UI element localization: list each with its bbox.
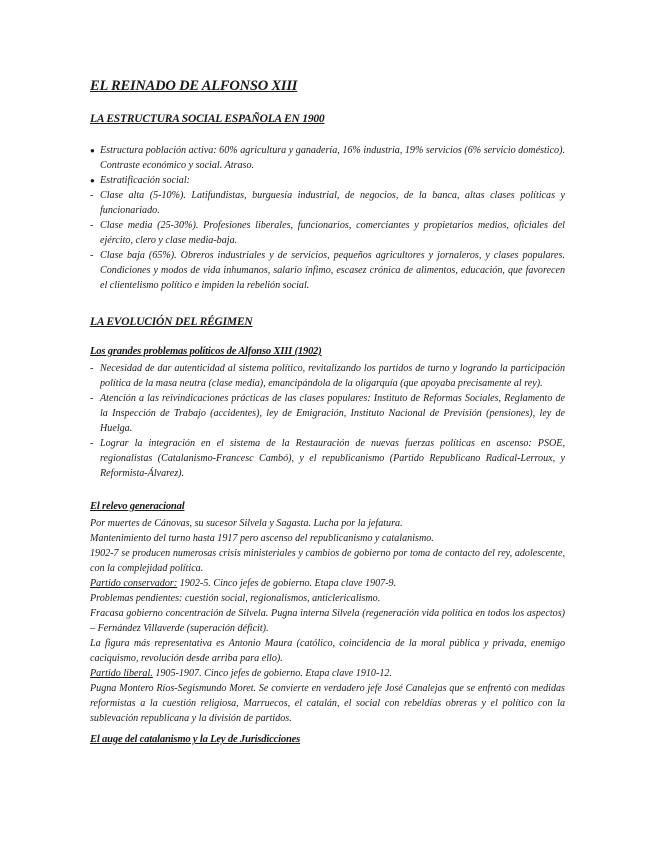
paragraph [90, 576, 565, 591]
section-heading-regime-evolution: LA EVOLUCIÓN DEL RÉGIMEN [90, 316, 253, 328]
generational-change-body [90, 516, 565, 726]
list-item [90, 248, 565, 293]
dash-marker: - [90, 250, 94, 261]
paragraph: Fracasa gobierno concentración de Silvela. Pugna interna Silvela (regeneración vida política en todos los aspectos) – Fernández Villaverde (superación déficit). [90, 608, 565, 634]
section-heading-social-structure: LA ESTRUCTURA SOCIAL ESPAÑOLA EN 1900 [90, 113, 325, 125]
social-structure-list [90, 143, 565, 293]
list-item-text: Clase baja (65%). Obreros industriales y de servicios, pequeños agricultores y jornaleros, y clases populares. Condiciones y modos de vida inhumanos, salario ínfimo, escasez crónica de alimentos, educación, que favorecen el clientelismo político e impiden la rebelión social. [100, 250, 565, 291]
subsection-heading-political-problems: Los grandes problemas políticos de Alfonso XIII (1902) [90, 346, 322, 357]
dash-marker: - [90, 393, 94, 404]
subsection-heading-catalanism: El auge del catalanismo y la Ley de Jurisdicciones [90, 734, 301, 745]
conservative-party-label: Partido conservador: [90, 578, 178, 589]
subsection-heading-generational-change: El relevo generacional [90, 501, 185, 512]
paragraph: Problemas pendientes: cuestión social, regionalismos, anticlericalismo. [90, 593, 381, 604]
list-item [90, 361, 565, 391]
list-item-text: Lograr la integración en el sistema de la Restauración de nuevas fuerzas políticas en ascenso: PSOE, regionalistas (Catalanismo-Francesc Cambó), y el republicanismo (Partido Republicano Radical-Lerroux, y Reformista-Álvarez). [100, 438, 565, 479]
bullet-icon: ● [90, 176, 95, 185]
paragraph: 1902-7 se producen numerosas crisis ministeriales y cambios de gobierno por toma de contacto del rey, adolescente, con la complejidad política. [90, 548, 565, 574]
dash-marker: - [90, 438, 94, 449]
paragraph: Mantenimiento del turno hasta 1917 pero ascenso del republicanismo y catalanismo. [90, 533, 434, 544]
dash-marker: - [90, 363, 94, 374]
list-item [90, 218, 565, 248]
paragraph: Por muertes de Cánovas, su sucesor Silvela y Sagasta. Lucha por la jefatura. [90, 518, 403, 529]
dash-marker: - [90, 190, 94, 201]
list-item-text: Estructura población activa: 60% agricultura y ganadería, 16% industria, 19% servicios (6% servicio doméstico). Contraste económico y social. Atraso. [100, 145, 565, 171]
list-item [90, 188, 565, 218]
bullet-icon: ● [90, 146, 95, 155]
paragraph: La figura más representativa es Antonio Maura (católico, coincidencia de la moral pública y privada, enemigo caciquismo, revolución desde arriba para ello). [90, 638, 565, 664]
document-title: EL REINADO DE ALFONSO XIII [90, 78, 298, 94]
political-problems-list [90, 361, 565, 481]
list-item-text: Clase media (25-30%). Profesiones liberales, funcionarios, comerciantes y propietarios medios, oficiales del ejército, clero y clase media-baja. [100, 220, 565, 246]
list-item-text: Clase alta (5-10%). Latifundistas, burguesía industrial, de negocios, de la banca, altas clases políticas y funcionariado. [100, 190, 565, 216]
list-item [90, 391, 565, 436]
paragraph [90, 666, 565, 681]
paragraph-text: 1905-1907. Cinco jefes de gobierno. Etapa clave 1910-12. [152, 668, 392, 679]
dash-marker: - [90, 220, 94, 231]
list-item-text: Atención a las reivindicaciones prácticas de las clases populares: Instituto de Reformas Sociales, Reglamento de la Inspección de Trabajo (accidentes), ley de Emigración, Instituto Nacional de Previsión (pensiones), ley de Huelga. [100, 393, 565, 434]
paragraph: Pugna Montero Ríos-Segismundo Moret. Se convierte en verdadero jefe José Canalejas que se enfrentó con medidas reformistas a la cuestión religiosa, Marruecos, el catalán, el social con rebeldías obreras y el político con la sublevación republicana y la división de partidos. [90, 683, 565, 724]
list-item-text: Necesidad de dar autenticidad al sistema político, revitalizando los partidos de turno y logrando la participación política de la masa neutra (clase media), emancipándola de la oligarquía (que apoyaba precisamente al rey). [100, 363, 565, 389]
paragraph-text: 1902-5. Cinco jefes de gobierno. Etapa clave 1907-9. [177, 578, 397, 589]
liberal-party-label: Partido liberal. [90, 668, 153, 679]
list-item [90, 436, 565, 481]
list-item [90, 173, 565, 188]
list-item [90, 143, 565, 173]
list-item-text: Estratificación social: [100, 175, 190, 186]
